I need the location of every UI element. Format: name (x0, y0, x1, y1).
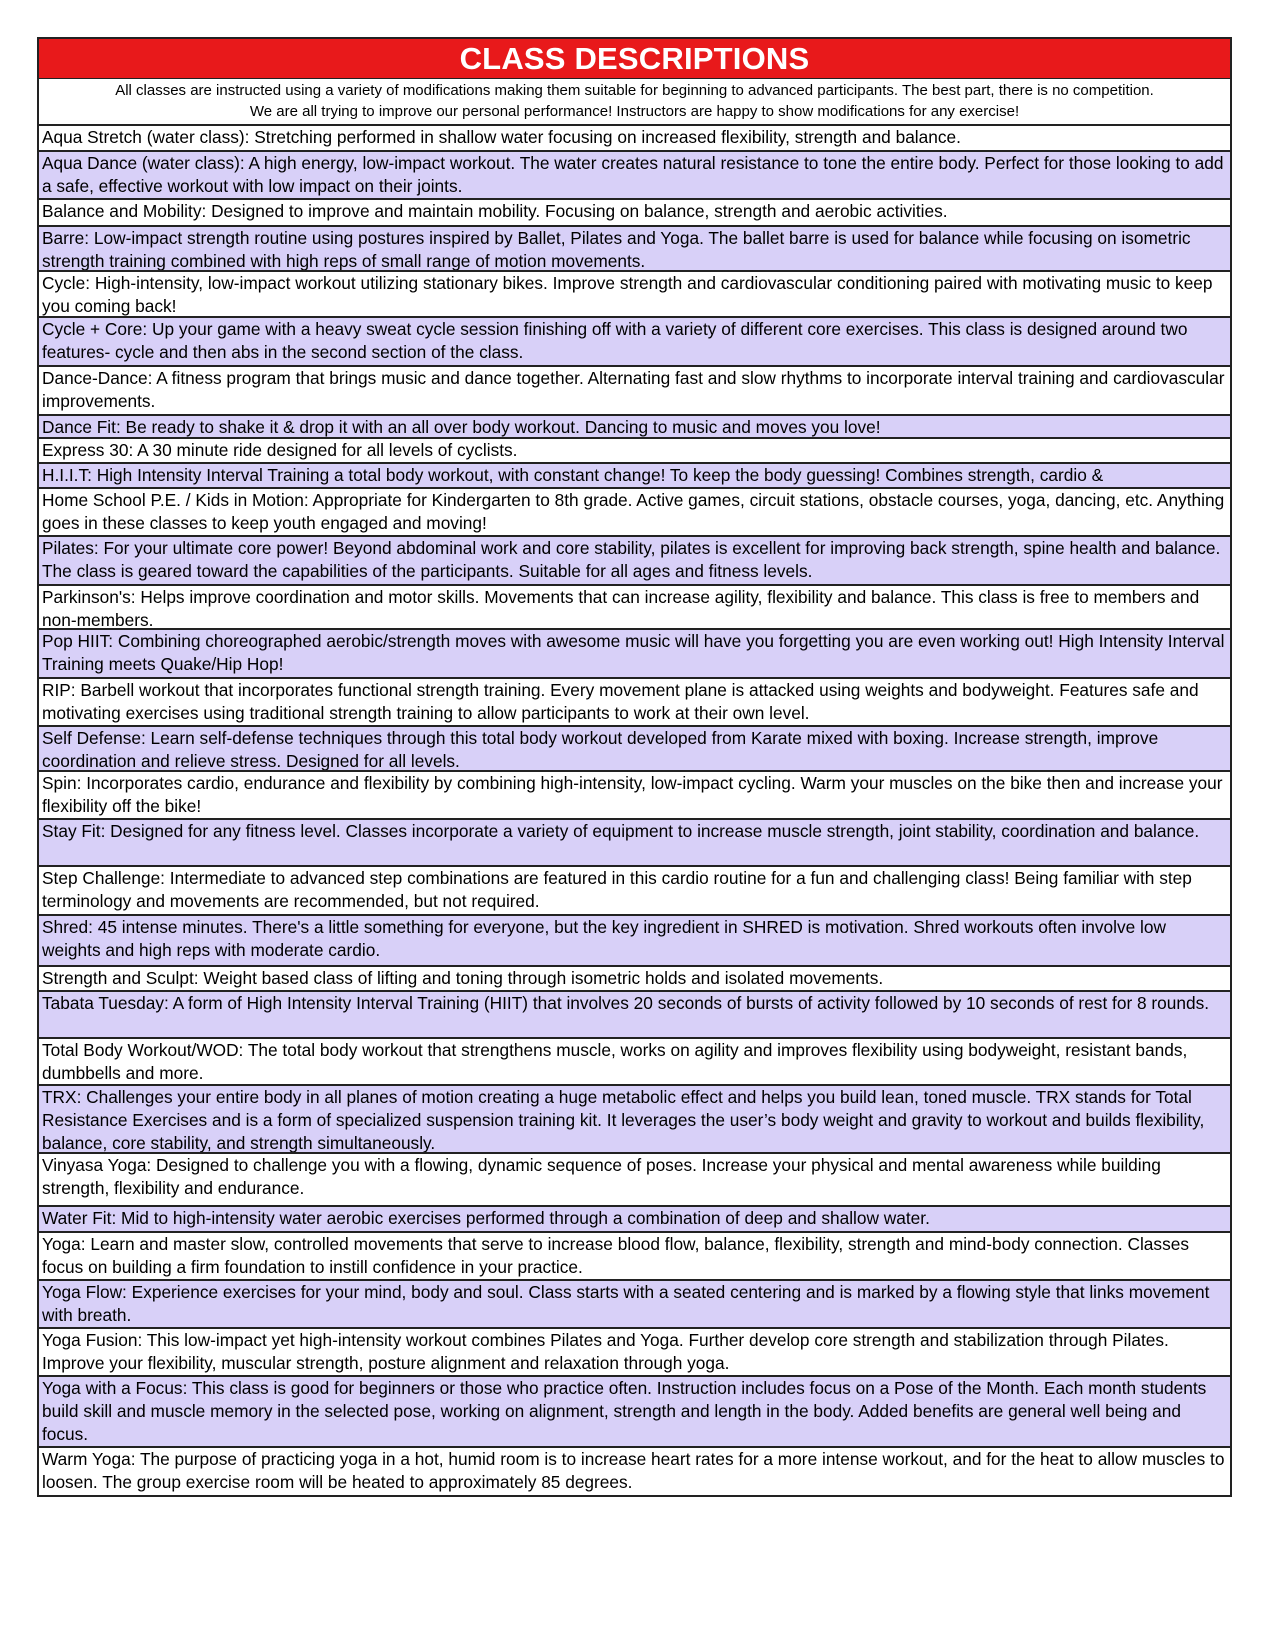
class-description-row: Water Fit: Mid to high-intensity water aerobic exercises performed through a combination of deep and shallow water. (39, 1207, 1230, 1233)
class-description-row: Barre: Low-impact strength routine using postures inspired by Ballet, Pilates and Yoga. The ballet barre is used for balance while focusing on isometric strength training combined with high reps of small range of motion movements. (39, 227, 1230, 272)
class-list (39, 126, 1230, 1495)
class-description-row: Cycle: High-intensity, low-impact workout utilizing stationary bikes. Improve strength and cardiovascular conditioning paired with motivating music to keep you coming back! (39, 272, 1230, 318)
class-description-row: Tabata Tuesday: A form of High Intensity Interval Training (HIIT) that involves 20 seconds of bursts of activity followed by 10 seconds of rest for 8 rounds. (39, 992, 1230, 1039)
class-description-row: H.I.I.T: High Intensity Interval Training a total body workout, with constant change! To keep the body guessing! Combines strength, cardio & (39, 464, 1230, 489)
class-description-row: Express 30: A 30 minute ride designed for all levels of cyclists. (39, 439, 1230, 464)
class-description-row: Spin: Incorporates cardio, endurance and flexibility by combining high-intensity, low-impact cycling. Warm your muscles on the bike then and increase your flexibility off the bike! (39, 772, 1230, 820)
class-description-row: Aqua Dance (water class): A high energy, low-impact workout. The water creates natural resistance to tone the entire body. Perfect for those looking to add a safe, effective workout with low impact on their joints. (39, 152, 1230, 200)
class-description-row: Warm Yoga: The purpose of practicing yoga in a hot, humid room is to increase heart rates for a more intense workout, and for the heat to allow muscles to loosen. The group exercise room will be heated to approximately 85 degrees. (42, 1449, 1225, 1492)
class-description-row: Yoga with a Focus: This class is good for beginners or those who practice often. Instruction includes focus on a Pose of the Month. Each month students build skill and muscle memory in the selected pose, working on alignment, strength and length in the body. Added benefits are general well being and focus. (39, 1377, 1230, 1448)
class-description-row: Shred: 45 intense minutes. There's a little something for everyone, but the key ingredient in SHRED is motivation. Shred workouts often involve low weights and high reps with moderate cardio. (39, 916, 1230, 967)
intro-line-1: All classes are instructed using a variety of modifications making them suitable for beginning to advanced participants. The best part, there is no competition. (115, 82, 1154, 99)
class-description-row: TRX: Challenges your entire body in all planes of motion creating a huge metabolic effect and helps you build lean, toned muscle. TRX stands for Total Resistance Exercises and is a form of specialized suspension training kit. It leverages the user’s body weight and gravity to workout and builds flexibility, balance, core stability, and strength simultaneously. (39, 1086, 1230, 1154)
page-title: CLASS DESCRIPTIONS (39, 39, 1230, 79)
intro-text (39, 79, 1230, 126)
class-description-row: Dance-Dance: A fitness program that brings music and dance together. Alternating fast and slow rhythms to incorporate interval training and cardiovascular improvements. (39, 367, 1230, 416)
class-description-row: Strength and Sculpt: Weight based class of lifting and toning through isometric holds and isolated movements. (39, 967, 1230, 992)
class-description-row: Balance and Mobility: Designed to improve and maintain mobility. Focusing on balance, strength and aerobic activities. (39, 200, 1230, 227)
class-description-row: Dance Fit: Be ready to shake it & drop it with an all over body workout. Dancing to music and moves you love! (39, 416, 1230, 439)
class-description-row: Yoga: Learn and master slow, controlled movements that serve to increase blood flow, balance, flexibility, strength and mind-body connection. Classes focus on building a firm foundation to instill confidence in your practice. (39, 1233, 1230, 1281)
class-description-row: Pop HIIT: Combining choreographed aerobic/strength moves with awesome music will have you forgetting you are even working out! High Intensity Interval Training meets Quake/Hip Hop! (39, 630, 1230, 679)
class-description-row: Aqua Stretch (water class): Stretching performed in shallow water focusing on increased flexibility, strength and balance. (39, 126, 1230, 152)
class-description-row: Parkinson's: Helps improve coordination and motor skills. Movements that can increase agility, flexibility and balance. This class is free to members and non-members. (39, 586, 1230, 630)
intro-line-2: We are all trying to improve our personal performance! Instructors are happy to show modifications for any exercise! (249, 102, 1020, 120)
class-description-row: Total Body Workout/WOD: The total body workout that strengthens muscle, works on agility and improves flexibility using bodyweight, resistant bands, dumbbells and more. (39, 1039, 1230, 1086)
class-description-row: Stay Fit: Designed for any fitness level. Classes incorporate a variety of equipment to increase muscle strength, joint stability, coordination and balance. (39, 820, 1230, 867)
class-description-row: Pilates: For your ultimate core power! Beyond abdominal work and core stability, pilates is excellent for improving back strength, spine health and balance. The class is geared toward the capabilities of the participants. Suitable for all ages and fitness levels. (39, 537, 1230, 586)
class-description-row: RIP: Barbell workout that incorporates functional strength training. Every movement plane is attacked using weights and bodyweight. Features safe and motivating exercises using traditional strength training to allow participants to work at their own level. (39, 679, 1230, 727)
class-description-row: Yoga Fusion: This low-impact yet high-intensity workout combines Pilates and Yoga. Further develop core strength and stabilization through Pilates. Improve your flexibility, muscular strength, posture alignment and relaxation through yoga. (39, 1329, 1230, 1377)
class-description-row: Step Challenge: Intermediate to advanced step combinations are featured in this cardio routine for a fun and challenging class! Being familiar with step terminology and movements are recommended, but not required. (39, 867, 1230, 916)
class-description-row: Cycle + Core: Up your game with a heavy sweat cycle session finishing off with a variety of different core exercises. This class is designed around two features- cycle and then abs in the second section of the class. (39, 318, 1230, 367)
class-description-row: Home School P.E. / Kids in Motion: Appropriate for Kindergarten to 8th grade. Active games, circuit stations, obstacle courses, yoga, dancing, etc. Anything goes in these classes to keep youth engaged and moving! (39, 489, 1230, 537)
class-description-row: Vinyasa Yoga: Designed to challenge you with a flowing, dynamic sequence of poses. Increase your physical and mental awareness while building strength, flexibility and endurance. (39, 1154, 1230, 1207)
class-description-row: Self Defense: Learn self-defense techniques through this total body workout developed from Karate mixed with boxing. Increase strength, improve coordination and relieve stress. Designed for all levels. (39, 727, 1230, 772)
class-description-row: Yoga Flow: Experience exercises for your mind, body and soul. Class starts with a seated centering and is marked by a flowing style that links movement with breath. (39, 1281, 1230, 1329)
class-descriptions-table (37, 37, 1232, 1497)
